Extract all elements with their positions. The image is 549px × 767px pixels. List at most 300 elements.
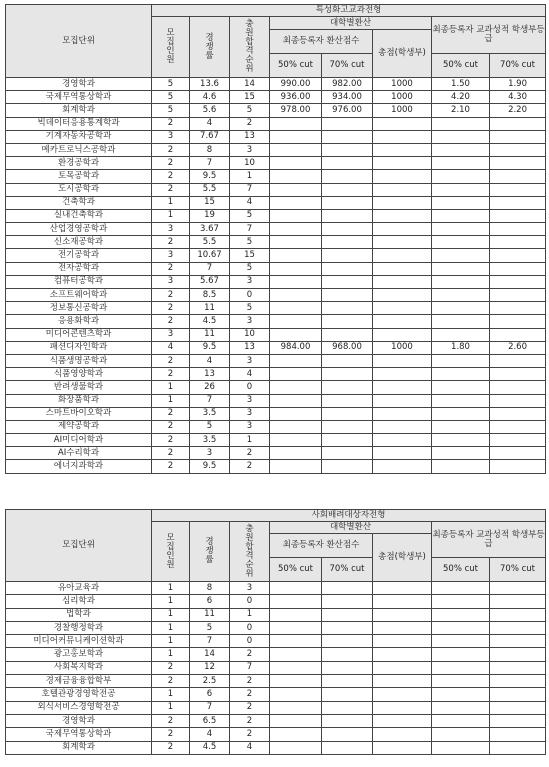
cell-unit: 호텔관광경영학전공 (6, 688, 152, 701)
cell-score-50 (270, 447, 322, 460)
cell-recruit: 2 (152, 741, 190, 754)
cell-recruit: 2 (152, 460, 190, 473)
cell-grade-70 (490, 354, 546, 367)
table-row (6, 635, 546, 648)
cell-grade-70 (490, 407, 546, 420)
cell-score-70 (322, 170, 373, 183)
cell-score-70 (322, 434, 373, 447)
cell-rank: 0 (230, 595, 270, 608)
cell-score-50 (270, 608, 322, 621)
table-row (6, 608, 546, 621)
cell-rank: 10 (230, 328, 270, 341)
cell-total (373, 635, 432, 648)
cell-score-50 (270, 354, 322, 367)
cell-ratio: 5.67 (190, 275, 230, 288)
cell-score-50 (270, 196, 322, 209)
cell-rank: 3 (230, 354, 270, 367)
cell-grade-70 (490, 460, 546, 473)
cell-score-70 (322, 447, 373, 460)
cell-grade-70 (490, 675, 546, 688)
cell-total (373, 209, 432, 222)
cell-grade-70 (490, 728, 546, 741)
cell-ratio: 14 (190, 648, 230, 661)
cell-grade-50 (432, 741, 490, 754)
cell-grade-70 (490, 183, 546, 196)
cell-score-70 (322, 394, 373, 407)
cell-ratio: 2.5 (190, 675, 230, 688)
cell-score-50 (270, 381, 322, 394)
cell-total (373, 368, 432, 381)
table-row (6, 368, 546, 381)
col-header-recruit: 모집인원 (152, 17, 190, 78)
cell-ratio: 11 (190, 608, 230, 621)
cell-score-50 (270, 621, 322, 634)
cell-total (373, 688, 432, 701)
cell-total: 1000 (373, 91, 432, 104)
cell-score-50 (270, 582, 322, 595)
cell-score-50 (270, 236, 322, 249)
cell-score-70 (322, 262, 373, 275)
cell-ratio: 9.5 (190, 170, 230, 183)
cell-rank: 2 (230, 714, 270, 727)
cell-grade-70 (490, 117, 546, 130)
cell-total (373, 728, 432, 741)
col-header-score-70: 70% cut (322, 558, 373, 582)
cell-rank: 2 (230, 117, 270, 130)
cell-score-50 (270, 143, 322, 156)
table-row (6, 275, 546, 288)
cell-rank: 2 (230, 701, 270, 714)
cell-score-70 (322, 183, 373, 196)
cell-score-50 (270, 688, 322, 701)
cell-ratio: 5.6 (190, 104, 230, 117)
cell-ratio: 26 (190, 381, 230, 394)
cell-rank: 3 (230, 143, 270, 156)
cell-score-70 (322, 328, 373, 341)
cell-grade-70 (490, 368, 546, 381)
cell-rank: 1 (230, 170, 270, 183)
table-row (6, 688, 546, 701)
cell-ratio: 5 (190, 420, 230, 433)
cell-ratio: 6.5 (190, 714, 230, 727)
table-row (6, 420, 546, 433)
cell-score-70 (322, 157, 373, 170)
cell-recruit: 1 (152, 635, 190, 648)
cell-recruit: 1 (152, 394, 190, 407)
cell-unit: 패션디자인학과 (6, 341, 152, 354)
cell-recruit: 2 (152, 420, 190, 433)
cell-unit: 경찰행정학과 (6, 621, 152, 634)
cell-recruit: 3 (152, 223, 190, 236)
cell-ratio: 7.67 (190, 130, 230, 143)
cell-recruit: 1 (152, 381, 190, 394)
cell-score-70 (322, 595, 373, 608)
cell-ratio: 7 (190, 262, 230, 275)
cell-score-50 (270, 434, 322, 447)
cell-recruit: 2 (152, 143, 190, 156)
cell-grade-50 (432, 354, 490, 367)
admission-table-specialized (5, 4, 546, 474)
cell-total (373, 143, 432, 156)
table-row (6, 434, 546, 447)
cell-rank: 13 (230, 130, 270, 143)
col-header-total: 총점(학생부) (373, 534, 432, 582)
cell-grade-50: 1.80 (432, 341, 490, 354)
cell-grade-50: 4.20 (432, 91, 490, 104)
cell-unit: 소프트웨어학과 (6, 289, 152, 302)
cell-recruit: 2 (152, 447, 190, 460)
table-row (6, 341, 546, 354)
table-row (6, 381, 546, 394)
cell-recruit: 1 (152, 608, 190, 621)
cell-grade-70: 2.60 (490, 341, 546, 354)
cell-total (373, 407, 432, 420)
cell-ratio: 4.5 (190, 315, 230, 328)
cell-rank: 5 (230, 209, 270, 222)
cell-grade-50 (432, 621, 490, 634)
cell-grade-50 (432, 302, 490, 315)
cell-recruit: 1 (152, 648, 190, 661)
cell-score-70 (322, 196, 373, 209)
cell-unit: 전자공학과 (6, 262, 152, 275)
col-group-final-grade: 최종등록자 교과성적 학생부등급 (432, 17, 546, 54)
col-header-score-50: 50% cut (270, 558, 322, 582)
cell-grade-70 (490, 170, 546, 183)
cell-ratio: 15 (190, 196, 230, 209)
cell-recruit: 2 (152, 170, 190, 183)
cell-score-50 (270, 249, 322, 262)
cell-total (373, 714, 432, 727)
table-row (6, 728, 546, 741)
table-row (6, 648, 546, 661)
cell-rank: 15 (230, 91, 270, 104)
cell-unit: 외식서비스경영학전공 (6, 701, 152, 714)
cell-total (373, 289, 432, 302)
cell-score-70 (322, 368, 373, 381)
cell-total (373, 741, 432, 754)
cell-unit: 메카트로닉스공학과 (6, 143, 152, 156)
col-header-grade-50: 50% cut (432, 54, 490, 78)
cell-recruit: 2 (152, 354, 190, 367)
cell-unit: 도시공학과 (6, 183, 152, 196)
cell-score-70 (322, 688, 373, 701)
cell-grade-50 (432, 648, 490, 661)
cell-grade-50 (432, 420, 490, 433)
cell-recruit: 1 (152, 209, 190, 222)
cell-score-50 (270, 460, 322, 473)
cell-score-70 (322, 315, 373, 328)
table-row (6, 223, 546, 236)
cell-total (373, 196, 432, 209)
cell-ratio: 9.5 (190, 460, 230, 473)
cell-score-70 (322, 741, 373, 754)
cell-score-50 (270, 420, 322, 433)
table-row (6, 117, 546, 130)
cell-rank: 14 (230, 78, 270, 91)
cell-score-50 (270, 183, 322, 196)
cell-recruit: 4 (152, 341, 190, 354)
cell-score-70 (322, 302, 373, 315)
cell-recruit: 2 (152, 236, 190, 249)
cell-grade-70 (490, 157, 546, 170)
cell-ratio: 7 (190, 701, 230, 714)
cell-grade-50 (432, 582, 490, 595)
cell-score-70 (322, 143, 373, 156)
cell-grade-70 (490, 143, 546, 156)
cell-total: 1000 (373, 341, 432, 354)
cell-score-50 (270, 262, 322, 275)
cell-ratio: 13.6 (190, 78, 230, 91)
cell-unit: 국제무역통상학과 (6, 91, 152, 104)
table-row (6, 701, 546, 714)
cell-recruit: 2 (152, 289, 190, 302)
cell-unit: 화장품학과 (6, 394, 152, 407)
cell-score-50 (270, 407, 322, 420)
cell-rank: 7 (230, 661, 270, 674)
cell-rank: 4 (230, 196, 270, 209)
col-header-grade-70: 70% cut (490, 54, 546, 78)
cell-grade-70: 1.90 (490, 78, 546, 91)
cell-rank: 5 (230, 262, 270, 275)
cell-grade-50 (432, 675, 490, 688)
cell-unit: 응용화학과 (6, 315, 152, 328)
cell-recruit: 1 (152, 595, 190, 608)
cell-grade-50 (432, 460, 490, 473)
cell-grade-50 (432, 315, 490, 328)
cell-score-70 (322, 701, 373, 714)
col-header-ratio: 경쟁률 (190, 17, 230, 78)
cell-grade-50 (432, 394, 490, 407)
cell-grade-70 (490, 420, 546, 433)
cell-total (373, 460, 432, 473)
cell-grade-70 (490, 289, 546, 302)
cell-ratio: 3 (190, 447, 230, 460)
cell-recruit: 3 (152, 130, 190, 143)
cell-grade-50: 2.10 (432, 104, 490, 117)
cell-score-70 (322, 381, 373, 394)
cell-score-50 (270, 661, 322, 674)
cell-unit: 컴퓨터공학과 (6, 275, 152, 288)
cell-score-50 (270, 130, 322, 143)
cell-score-70 (322, 582, 373, 595)
cell-ratio: 3.5 (190, 434, 230, 447)
cell-total (373, 170, 432, 183)
cell-grade-70 (490, 236, 546, 249)
cell-rank: 1 (230, 434, 270, 447)
cell-score-70 (322, 675, 373, 688)
cell-ratio: 5.5 (190, 183, 230, 196)
cell-total (373, 394, 432, 407)
table-row (6, 91, 546, 104)
cell-rank: 3 (230, 394, 270, 407)
cell-unit: 식품생명공학과 (6, 354, 152, 367)
cell-rank: 3 (230, 275, 270, 288)
cell-grade-50 (432, 143, 490, 156)
cell-grade-70 (490, 661, 546, 674)
table-row (6, 328, 546, 341)
cell-unit: 스마트바이오학과 (6, 407, 152, 420)
col-group-conversion: 대학별환산 (270, 17, 432, 30)
cell-unit: 반려생물학과 (6, 381, 152, 394)
cell-grade-50 (432, 368, 490, 381)
cell-score-70 (322, 714, 373, 727)
cell-score-50 (270, 648, 322, 661)
cell-score-50 (270, 714, 322, 727)
cell-grade-50 (432, 661, 490, 674)
cell-grade-50 (432, 196, 490, 209)
cell-score-50 (270, 741, 322, 754)
cell-grade-50 (432, 407, 490, 420)
cell-score-70 (322, 130, 373, 143)
table-row (6, 104, 546, 117)
cell-score-50 (270, 117, 322, 130)
cell-rank: 2 (230, 728, 270, 741)
cell-grade-50 (432, 236, 490, 249)
cell-total (373, 236, 432, 249)
cell-unit: 유아교육과 (6, 582, 152, 595)
cell-score-70 (322, 354, 373, 367)
cell-grade-50 (432, 209, 490, 222)
cell-total (373, 223, 432, 236)
cell-recruit: 3 (152, 249, 190, 262)
cell-rank: 3 (230, 407, 270, 420)
cell-ratio: 5.5 (190, 236, 230, 249)
table-row (6, 675, 546, 688)
cell-grade-50 (432, 275, 490, 288)
cell-rank: 2 (230, 447, 270, 460)
cell-rank: 0 (230, 635, 270, 648)
cell-grade-50 (432, 595, 490, 608)
cell-ratio: 8 (190, 582, 230, 595)
col-header-score-50: 50% cut (270, 54, 322, 78)
track-title: 특성화고교과전형 (152, 5, 546, 17)
cell-grade-70: 4.30 (490, 91, 546, 104)
cell-recruit: 2 (152, 714, 190, 727)
cell-score-50 (270, 595, 322, 608)
cell-score-70: 934.00 (322, 91, 373, 104)
cell-rank: 3 (230, 582, 270, 595)
cell-score-50 (270, 289, 322, 302)
cell-grade-70 (490, 688, 546, 701)
cell-grade-70 (490, 302, 546, 315)
table-body (6, 582, 546, 755)
cell-unit: 전기공학과 (6, 249, 152, 262)
table-row (6, 143, 546, 156)
cell-grade-50 (432, 130, 490, 143)
cell-ratio: 13 (190, 368, 230, 381)
table-row (6, 595, 546, 608)
cell-recruit: 1 (152, 196, 190, 209)
cell-recruit: 5 (152, 104, 190, 117)
cell-recruit: 5 (152, 78, 190, 91)
cell-score-70 (322, 420, 373, 433)
cell-unit: 정보통신공학과 (6, 302, 152, 315)
cell-grade-50 (432, 434, 490, 447)
cell-grade-50 (432, 223, 490, 236)
cell-score-50: 978.00 (270, 104, 322, 117)
cell-recruit: 1 (152, 582, 190, 595)
cell-grade-70 (490, 262, 546, 275)
table-row (6, 621, 546, 634)
cell-score-70: 982.00 (322, 78, 373, 91)
cell-unit: 기계자동차공학과 (6, 130, 152, 143)
cell-total (373, 275, 432, 288)
col-group-final-grade: 최종등록자 교과성적 학생부등급 (432, 522, 546, 558)
cell-ratio: 4.5 (190, 741, 230, 754)
cell-score-70 (322, 407, 373, 420)
cell-score-50 (270, 728, 322, 741)
cell-score-50 (270, 223, 322, 236)
cell-grade-50 (432, 447, 490, 460)
table-row (6, 78, 546, 91)
cell-ratio: 9.5 (190, 341, 230, 354)
cell-recruit: 5 (152, 91, 190, 104)
cell-total: 1000 (373, 78, 432, 91)
cell-unit: 미디어커뮤니케이션학과 (6, 635, 152, 648)
table-row (6, 170, 546, 183)
table-row (6, 157, 546, 170)
cell-grade-70 (490, 328, 546, 341)
cell-score-50: 990.00 (270, 78, 322, 91)
cell-rank: 0 (230, 289, 270, 302)
cell-unit: 광고홍보학과 (6, 648, 152, 661)
cell-rank: 5 (230, 302, 270, 315)
cell-unit: 회계학과 (6, 104, 152, 117)
cell-score-50 (270, 302, 322, 315)
cell-unit: 심리학과 (6, 595, 152, 608)
cell-total (373, 381, 432, 394)
cell-grade-50: 1.50 (432, 78, 490, 91)
cell-grade-50 (432, 170, 490, 183)
cell-score-50 (270, 157, 322, 170)
cell-total (373, 302, 432, 315)
cell-ratio: 6 (190, 595, 230, 608)
cell-grade-50 (432, 608, 490, 621)
cell-rank: 2 (230, 675, 270, 688)
cell-grade-50 (432, 183, 490, 196)
table-row (6, 741, 546, 754)
cell-total (373, 582, 432, 595)
cell-recruit: 2 (152, 661, 190, 674)
cell-total: 1000 (373, 104, 432, 117)
cell-grade-70 (490, 275, 546, 288)
cell-unit: 법학과 (6, 608, 152, 621)
cell-grade-70 (490, 447, 546, 460)
cell-grade-70 (490, 648, 546, 661)
cell-rank: 5 (230, 104, 270, 117)
cell-total (373, 661, 432, 674)
cell-rank: 1 (230, 608, 270, 621)
cell-total (373, 434, 432, 447)
cell-grade-50 (432, 289, 490, 302)
cell-recruit: 3 (152, 275, 190, 288)
cell-ratio: 12 (190, 661, 230, 674)
cell-total (373, 701, 432, 714)
col-header-recruit: 모집인원 (152, 522, 190, 582)
table-row (6, 302, 546, 315)
cell-total (373, 262, 432, 275)
col-header-grade-70: 70% cut (490, 558, 546, 582)
cell-grade-70 (490, 701, 546, 714)
cell-unit: 경영학과 (6, 714, 152, 727)
cell-recruit: 1 (152, 701, 190, 714)
cell-grade-50 (432, 117, 490, 130)
cell-ratio: 3.5 (190, 407, 230, 420)
cell-unit: 실내건축학과 (6, 209, 152, 222)
cell-rank: 10 (230, 157, 270, 170)
cell-rank: 0 (230, 621, 270, 634)
table-row (6, 209, 546, 222)
